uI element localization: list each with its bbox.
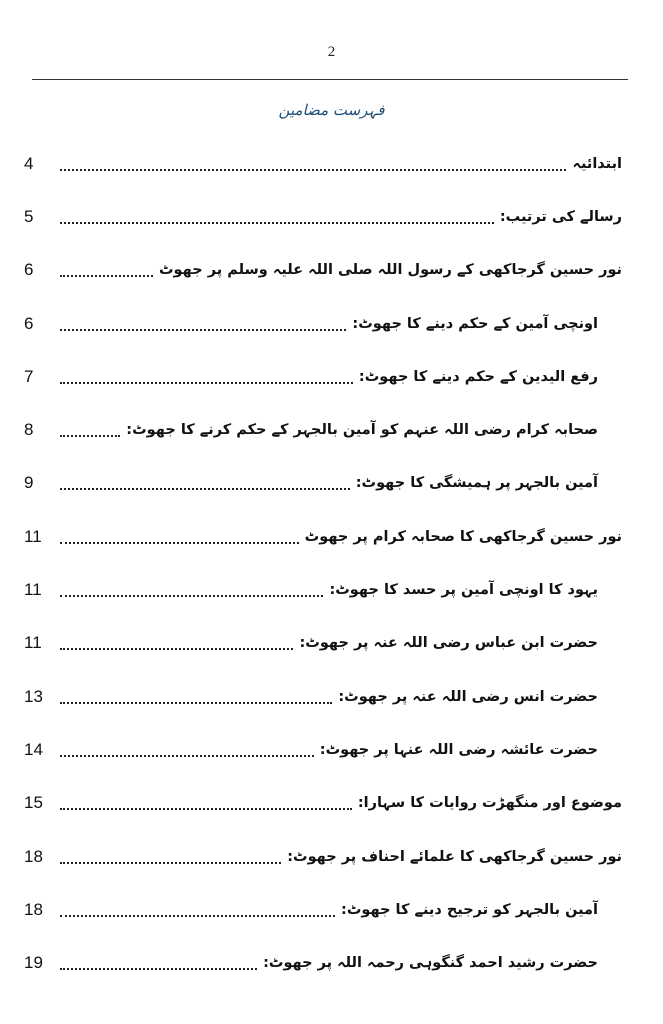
toc-entry[interactable]: [24, 883, 622, 936]
toc-dot-leader: [60, 488, 350, 490]
toc-entry-label: نور حسین گرجاکھی کا صحابہ کرام پر جھوٹ: [304, 528, 622, 545]
toc-entry[interactable]: [24, 403, 622, 456]
toc-entry-label: حضرت ابن عباس رضی اللہ عنہ پر جھوٹ:: [299, 635, 598, 652]
toc-entry[interactable]: [24, 670, 622, 723]
toc-entry-label: آمین بالجہر کو ترجیح دینے کا جھوٹ:: [341, 901, 598, 918]
toc-dot-leader: [60, 702, 332, 704]
toc-entry-label: حضرت انس رضی اللہ عنہ پر جھوٹ:: [338, 688, 598, 705]
toc-dot-leader: [60, 595, 323, 597]
page-number: 2: [327, 44, 336, 60]
header-rule: [32, 79, 628, 80]
toc-dot-leader: [60, 915, 335, 917]
toc-entry-label: ابتدائیہ: [572, 155, 622, 172]
toc-entry-label: موضوع اور منگھڑت روایات کا سہارا:: [357, 795, 622, 812]
toc-entry[interactable]: [24, 190, 622, 243]
toc-entry[interactable]: [24, 297, 622, 350]
toc-entry-page: 5: [24, 206, 34, 226]
toc-dot-leader: [60, 808, 352, 810]
toc-entry[interactable]: [24, 457, 622, 510]
toc-dot-leader: [60, 169, 566, 171]
toc-dot-leader: [60, 755, 314, 757]
toc-entry-label: نور حسین گرجاکھی کا علمائے احناف پر جھوٹ:: [287, 848, 622, 865]
toc-entry-label: رفع الیدین کے حکم دینے کا جھوٹ:: [358, 368, 598, 385]
toc-entry-label: آمین بالجہر پر ہمیشگی کا جھوٹ:: [355, 475, 598, 492]
toc-entry-page: 11: [24, 633, 42, 653]
toc-entry-page: 18: [24, 846, 43, 866]
toc-entry-page: 6: [24, 260, 34, 280]
toc-dot-leader: [60, 222, 494, 224]
toc-entry-page: 6: [24, 313, 34, 333]
toc-entry-label: حضرت عائشہ رضی اللہ عنہا پر جھوٹ:: [319, 741, 598, 758]
toc-entry-page: 4: [24, 153, 34, 173]
toc-entry-page: 7: [24, 366, 34, 386]
toc-dot-leader: [60, 329, 346, 331]
toc-entry-page: 15: [24, 793, 43, 813]
toc-entry-page: 8: [24, 420, 34, 440]
toc-entry-label: نور حسین گرجاکھی کے رسول اللہ صلی اللہ علیہ وسلم پر جھوٹ: [158, 262, 622, 279]
toc-title: فہرست مضامین: [278, 101, 385, 119]
toc-entry-page: 14: [24, 739, 43, 759]
toc-entry-label: یہود کا اونچی آمین پر حسد کا جھوٹ:: [329, 582, 598, 599]
toc-entry-page: 11: [24, 580, 42, 600]
toc-entry[interactable]: [24, 563, 622, 616]
toc-entry-label: اونچی آمین کے حکم دینے کا جھوٹ:: [352, 315, 598, 332]
toc-entry[interactable]: [24, 617, 622, 670]
toc-entry-page: 13: [24, 686, 43, 706]
toc-dot-leader: [60, 382, 353, 384]
toc-dot-leader: [60, 648, 293, 650]
toc-entry[interactable]: [24, 137, 622, 190]
toc-entry-page: 9: [24, 473, 34, 493]
toc-entry-page: 19: [24, 953, 43, 973]
toc-entry-page: 18: [24, 899, 43, 919]
toc-entry-label: رسالے کی ترتیب:: [499, 208, 622, 225]
toc-dot-leader: [60, 542, 299, 544]
toc-entry-label: صحابہ کرام رضی اللہ عنہم کو آمین بالجہر کے حکم کرنے کا جھوٹ:: [126, 422, 598, 439]
toc-dot-leader: [60, 435, 120, 437]
table-of-contents: [24, 137, 622, 990]
toc-entry[interactable]: [24, 510, 622, 563]
toc-entry-page: 11: [24, 526, 42, 546]
toc-entry[interactable]: [24, 777, 622, 830]
toc-entry-label: حضرت رشید احمد گنگوہی رحمہ اللہ پر جھوٹ:: [263, 955, 598, 972]
toc-entry[interactable]: [24, 350, 622, 403]
toc-dot-leader: [60, 862, 281, 864]
toc-entry[interactable]: [24, 723, 622, 776]
toc-entry[interactable]: [24, 936, 622, 989]
toc-dot-leader: [60, 275, 153, 277]
toc-entry[interactable]: [24, 830, 622, 883]
toc-entry[interactable]: [24, 244, 622, 297]
toc-dot-leader: [60, 968, 257, 970]
